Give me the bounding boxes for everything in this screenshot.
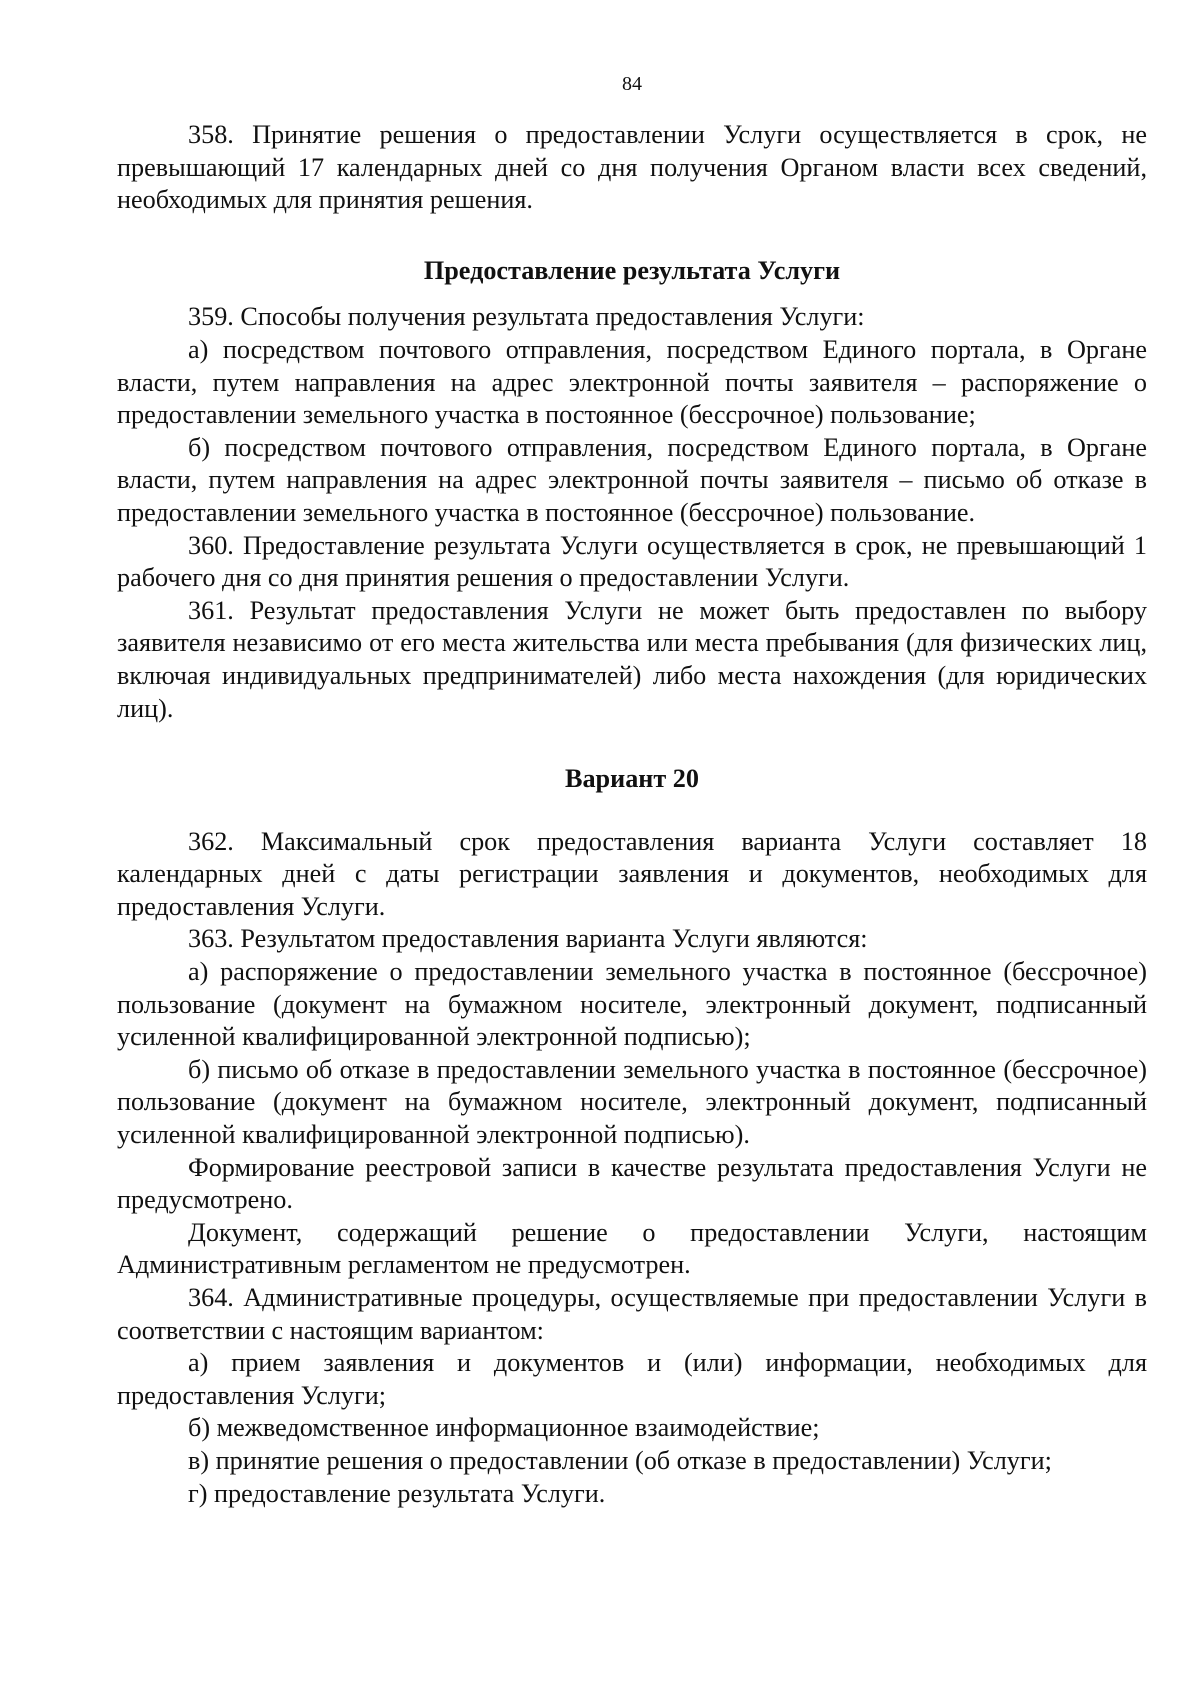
paragraph-363-b: б) письмо об отказе в предоставлении земельного участка в постоянное (бессрочное) пользование (документ на бумажном носителе, электронный документ, подписанный усиленной квалифицированной электронной подписью). <box>117 1054 1147 1150</box>
page-number: 84 <box>622 73 642 95</box>
paragraph-364-g: г) предоставление результата Услуги. <box>188 1478 606 1508</box>
paragraph-registry-record: Формирование реестровой записи в качестве результата предоставления Услуги не предусмотрено. <box>117 1152 1147 1215</box>
paragraph-360: 360. Предоставление результата Услуги осуществляется в срок, не превышающий 1 рабочего дня со дня принятия решения о предоставлении Услуги. <box>117 530 1147 593</box>
paragraph-359-b: б) посредством почтового отправления, посредством Единого портала, в Органе власти, путем направления на адрес электронной почты заявителя – письмо об отказе в предоставлении земельного участка в постоянное (бессрочное) пользование. <box>117 432 1147 527</box>
paragraph-359: 359. Способы получения результата предоставления Услуги: <box>188 302 865 332</box>
paragraph-358: 358. Принятие решения о предоставлении Услуги осуществляется в срок, не превышающий 17 календарных дней со дня получения Органом власти всех сведений, необходимых для принятия решения. <box>117 120 1147 215</box>
paragraph-363-a: а) распоряжение о предоставлении земельного участка в постоянное (бессрочное) пользование (документ на бумажном носителе, электронный документ, подписанный усиленной квалифицированной электронной подписью); <box>117 957 1147 1052</box>
section-heading-result: Предоставление результата Услуги <box>423 255 841 285</box>
paragraph-364-b: б) межведомственное информационное взаимодействие; <box>188 1413 820 1443</box>
paragraph-359-a: а) посредством почтового отправления, посредством Единого портала, в Органе власти, путем направления на адрес электронной почты заявителя – распоряжение о предоставлении земельного участка в постоянное (бессрочное) пользование; <box>117 334 1147 430</box>
paragraph-364-v: в) принятие решения о предоставлении (об отказе в предоставлении) Услуги; <box>188 1445 1052 1475</box>
paragraph-decision-document: Документ, содержащий решение о предоставлении Услуги, настоящим Административным регламентом не предусмотрен. <box>117 1217 1147 1280</box>
paragraph-362: 362. Максимальный срок предоставления варианта Услуги составляет 18 календарных дней с даты регистрации заявления и документов, необходимых для предоставления Услуги. <box>117 826 1147 921</box>
paragraph-364: 364. Административные процедуры, осуществляемые при предоставлении Услуги в соответствии с настоящим вариантом: <box>117 1283 1147 1345</box>
document-body <box>117 119 1147 1510</box>
paragraph-361: 361. Результат предоставления Услуги не может быть предоставлен по выбору заявителя независимо от его места жительства или места пребывания (для физических лиц, включая индивидуальных предпринимателей) либо места нахождения (для юридических лиц). <box>117 595 1147 723</box>
section-heading-variant-20: Вариант 20 <box>565 764 699 794</box>
paragraph-363: 363. Результатом предоставления варианта Услуги являются: <box>188 924 868 954</box>
paragraph-364-a: а) прием заявления и документов и (или) информации, необходимых для предоставления Услуги; <box>117 1348 1147 1410</box>
